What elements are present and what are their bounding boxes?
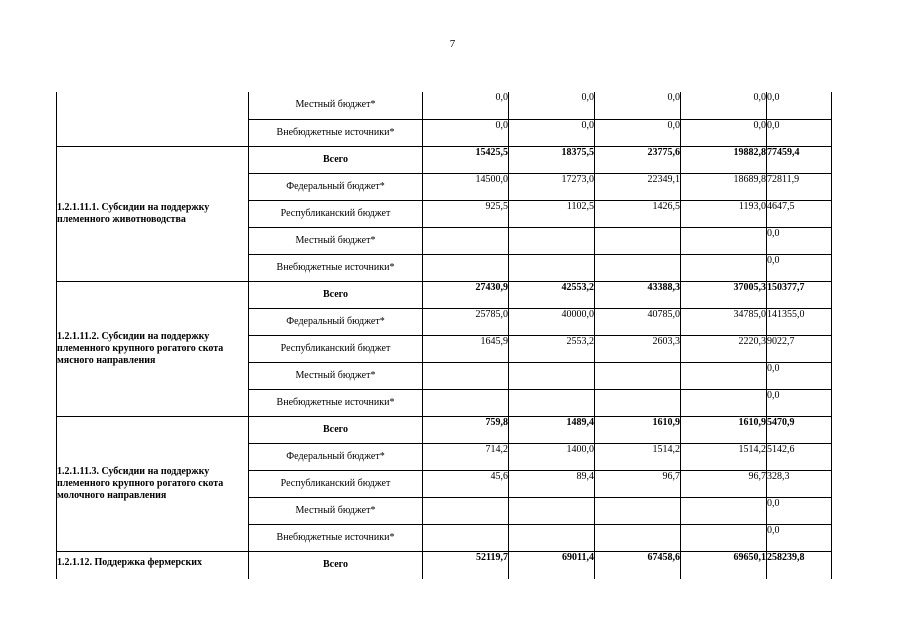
funding-source-cell: Местный бюджет*: [249, 227, 423, 254]
year-value-cell: 15425,5: [423, 146, 509, 173]
year-value-cell: [681, 497, 767, 524]
total-value-cell: 0,0: [767, 524, 832, 551]
year-value-cell: 19882,8: [681, 146, 767, 173]
funding-source-cell: Местный бюджет*: [249, 362, 423, 389]
year-value-cell: 22349,1: [595, 173, 681, 200]
funding-source-cell: Республиканский бюджет: [249, 335, 423, 362]
year-value-cell: [423, 389, 509, 416]
table-total-row: [57, 416, 832, 443]
funding-source-cell: Внебюджетные источники*: [249, 254, 423, 281]
year-value-cell: 925,5: [423, 200, 509, 227]
year-value-cell: 759,8: [423, 416, 509, 443]
year-value-cell: [595, 227, 681, 254]
total-value-cell: 4647,5: [767, 200, 832, 227]
budget-table-body: [57, 92, 832, 579]
funding-source-cell: Всего: [249, 416, 423, 443]
year-value-cell: [681, 389, 767, 416]
year-value-cell: 69650,1: [681, 551, 767, 579]
year-value-cell: 23775,6: [595, 146, 681, 173]
funding-source-cell: Республиканский бюджет: [249, 200, 423, 227]
total-value-cell: 258239,8: [767, 551, 832, 579]
year-value-cell: 67458,6: [595, 551, 681, 579]
year-value-cell: 14500,0: [423, 173, 509, 200]
year-value-cell: 18375,5: [509, 146, 595, 173]
year-value-cell: [509, 389, 595, 416]
year-value-cell: 96,7: [595, 470, 681, 497]
year-value-cell: [595, 389, 681, 416]
year-value-cell: 69011,4: [509, 551, 595, 579]
year-value-cell: [509, 497, 595, 524]
year-value-cell: 1400,0: [509, 443, 595, 470]
total-value-cell: 0,0: [767, 92, 832, 119]
year-value-cell: 0,0: [681, 119, 767, 146]
total-value-cell: 141355,0: [767, 308, 832, 335]
year-value-cell: 42553,2: [509, 281, 595, 308]
total-value-cell: 0,0: [767, 362, 832, 389]
year-value-cell: 1610,9: [595, 416, 681, 443]
year-value-cell: 0,0: [423, 119, 509, 146]
year-value-cell: [681, 254, 767, 281]
year-value-cell: [681, 362, 767, 389]
funding-source-cell: Всего: [249, 146, 423, 173]
total-value-cell: 0,0: [767, 389, 832, 416]
funding-source-cell: Местный бюджет*: [249, 497, 423, 524]
total-value-cell: 0,0: [767, 227, 832, 254]
year-value-cell: 2220,3: [681, 335, 767, 362]
year-value-cell: 25785,0: [423, 308, 509, 335]
year-value-cell: 96,7: [681, 470, 767, 497]
year-value-cell: 40785,0: [595, 308, 681, 335]
table-total-row: [57, 551, 832, 579]
year-value-cell: 2553,2: [509, 335, 595, 362]
year-value-cell: [509, 362, 595, 389]
year-value-cell: 37005,3: [681, 281, 767, 308]
year-value-cell: [681, 227, 767, 254]
year-value-cell: 52119,7: [423, 551, 509, 579]
year-value-cell: 1193,0: [681, 200, 767, 227]
year-value-cell: 18689,8: [681, 173, 767, 200]
year-value-cell: 27430,9: [423, 281, 509, 308]
year-value-cell: 1645,9: [423, 335, 509, 362]
year-value-cell: [423, 227, 509, 254]
funding-source-cell: Внебюджетные источники*: [249, 389, 423, 416]
year-value-cell: 1514,2: [595, 443, 681, 470]
year-value-cell: [509, 254, 595, 281]
funding-source-cell: Местный бюджет*: [249, 92, 423, 119]
year-value-cell: 43388,3: [595, 281, 681, 308]
total-value-cell: 72811,9: [767, 173, 832, 200]
year-value-cell: 714,2: [423, 443, 509, 470]
table-total-row: [57, 146, 832, 173]
measure-name-cell: 1.2.1.11.3. Субсидии на поддержку племенного крупного рогатого скота молочного направления: [57, 416, 249, 551]
funding-source-cell: Всего: [249, 551, 423, 579]
year-value-cell: 1610,9: [681, 416, 767, 443]
year-value-cell: 0,0: [509, 92, 595, 119]
funding-source-cell: Федеральный бюджет*: [249, 308, 423, 335]
measure-name-cell: [57, 92, 249, 146]
measure-name-cell: 1.2.1.11.1. Субсидии на поддержку племенного животноводства: [57, 146, 249, 281]
measure-name-cell: 1.2.1.12. Поддержка фермерских: [57, 551, 249, 579]
total-value-cell: 5142,6: [767, 443, 832, 470]
total-value-cell: 0,0: [767, 497, 832, 524]
funding-source-cell: Внебюджетные источники*: [249, 119, 423, 146]
year-value-cell: 17273,0: [509, 173, 595, 200]
total-value-cell: 0,0: [767, 254, 832, 281]
budget-table: [56, 92, 832, 579]
table-total-row: [57, 281, 832, 308]
year-value-cell: 1514,2: [681, 443, 767, 470]
year-value-cell: [509, 524, 595, 551]
year-value-cell: 89,4: [509, 470, 595, 497]
year-value-cell: [509, 227, 595, 254]
year-value-cell: [595, 524, 681, 551]
total-value-cell: 328,3: [767, 470, 832, 497]
total-value-cell: 77459,4: [767, 146, 832, 173]
page-number: 7: [449, 38, 456, 50]
year-value-cell: [595, 254, 681, 281]
year-value-cell: 1489,4: [509, 416, 595, 443]
year-value-cell: 0,0: [509, 119, 595, 146]
funding-source-cell: Республиканский бюджет: [249, 470, 423, 497]
year-value-cell: [681, 524, 767, 551]
year-value-cell: [595, 362, 681, 389]
table-row: [57, 92, 832, 119]
funding-source-cell: Федеральный бюджет*: [249, 173, 423, 200]
year-value-cell: 0,0: [595, 92, 681, 119]
year-value-cell: 1102,5: [509, 200, 595, 227]
total-value-cell: 9022,7: [767, 335, 832, 362]
year-value-cell: 1426,5: [595, 200, 681, 227]
measure-name-cell: 1.2.1.11.2. Субсидии на поддержку племенного крупного рогатого скота мясного направления: [57, 281, 249, 416]
year-value-cell: [595, 497, 681, 524]
funding-source-cell: Федеральный бюджет*: [249, 443, 423, 470]
total-value-cell: 0,0: [767, 119, 832, 146]
year-value-cell: 40000,0: [509, 308, 595, 335]
year-value-cell: 45,6: [423, 470, 509, 497]
year-value-cell: [423, 524, 509, 551]
funding-source-cell: Внебюджетные источники*: [249, 524, 423, 551]
year-value-cell: 0,0: [681, 92, 767, 119]
year-value-cell: 0,0: [595, 119, 681, 146]
year-value-cell: 0,0: [423, 92, 509, 119]
funding-source-cell: Всего: [249, 281, 423, 308]
year-value-cell: [423, 254, 509, 281]
year-value-cell: [423, 497, 509, 524]
year-value-cell: 2603,3: [595, 335, 681, 362]
year-value-cell: 34785,0: [681, 308, 767, 335]
total-value-cell: 5470,9: [767, 416, 832, 443]
year-value-cell: [423, 362, 509, 389]
total-value-cell: 150377,7: [767, 281, 832, 308]
